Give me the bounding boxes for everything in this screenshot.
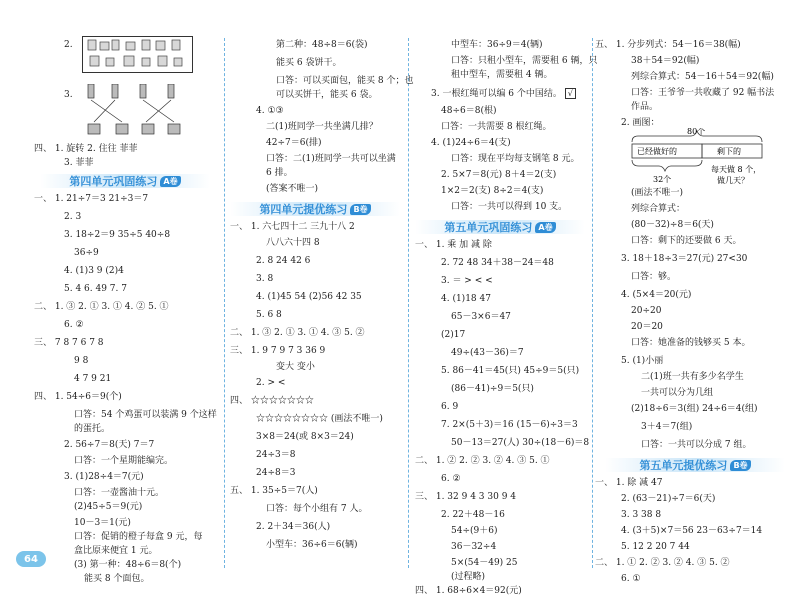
- answer-line: 四、 1. 54÷6＝9(个): [34, 392, 122, 402]
- answer-line: 65－3×6＝47: [451, 312, 511, 322]
- answer-line: 口答：现在平均每支钢笔 8 元。: [451, 154, 580, 164]
- answer-line: 三、 1. 9 7 9 7 3 36 9: [230, 346, 326, 356]
- answer-line: 54÷(9＋6): [451, 526, 498, 536]
- answer-line: 50－13＝27(人) 30÷(18－6)＝8: [451, 438, 590, 448]
- column-separator: [408, 38, 409, 568]
- section-heading: [415, 218, 585, 236]
- answer-line: 盒比原来便宜 1 元。: [74, 546, 158, 556]
- answer-line: 口答：剩下的还要做 6 天。: [631, 236, 742, 246]
- answer-line: 可以买饼干，能买 6 袋。: [276, 90, 378, 100]
- answer-column-4: [595, 36, 795, 584]
- diagram-note-1: 每天做 8 个，: [711, 165, 762, 174]
- answer-line: 口答：可以买面包，能买 8 个；也: [276, 76, 414, 86]
- section-heading: [40, 172, 210, 190]
- section-heading-badge: B卷: [350, 204, 370, 215]
- answer-line: 2. 8 24 42 6: [256, 256, 311, 266]
- answer-line: 列综合算式：: [631, 204, 686, 214]
- answer-line: 口答：54 个鸡蛋可以装满 9 个这样: [74, 410, 217, 420]
- page-number: 64: [16, 551, 46, 567]
- answer-line: 48÷6＝8(根): [441, 106, 497, 116]
- answer-line: 中型车：36÷9＝4(辆): [451, 40, 543, 50]
- answer-line: 五、 1. 分步列式：54－16＝38(幅): [595, 40, 741, 50]
- section-heading-title: 第四单元提优练习: [259, 203, 348, 216]
- answer-line: 24÷3＝8: [256, 450, 296, 460]
- answer-line: 2. 2＋34＝36(人): [256, 522, 331, 532]
- answer-line: 3×8＝24(或 8×3＝24): [256, 432, 354, 442]
- column-separator: [224, 38, 225, 568]
- answer-line: 4. (5×4＝20(元): [621, 290, 692, 300]
- line-diagram: [631, 128, 781, 186]
- answer-line: 10－3＝1(元): [74, 518, 131, 528]
- section-heading-title: 第五单元巩固练习: [444, 221, 533, 234]
- section-heading-badge: A卷: [160, 176, 180, 187]
- answer-line: 5. (1)小丽: [621, 356, 664, 366]
- answer-column-3: [415, 36, 598, 596]
- answer-line: 一、 1. 除 减 47: [595, 478, 663, 488]
- answer-line: 5. 86－41＝45(只) 45÷9＝5(只): [441, 366, 580, 376]
- answer-line: 36÷9: [74, 248, 99, 258]
- section-heading: [605, 456, 785, 474]
- answer-line: 24÷8＝3: [256, 468, 296, 478]
- answer-line: 4. (1)3 9 (2)4: [64, 266, 124, 276]
- answer-line: 一、 1. 六七四十二 三九十八 2: [230, 222, 355, 232]
- answer-line: 5×(54－49) 25: [451, 558, 518, 568]
- answer-line: 4 7 9 21: [74, 374, 112, 384]
- answer-line: 四、 ☆☆☆☆☆☆☆: [230, 396, 314, 406]
- answer-line: 3. 3 38 8: [621, 510, 662, 520]
- answer-line: 6. ②: [441, 474, 461, 484]
- answer-line: 3＋4＝7(组): [641, 422, 693, 432]
- diagram-right-box-label: 剩下的: [717, 147, 741, 156]
- answer-line: 3. 18＋18÷3＝27(元) 27<30: [621, 254, 748, 264]
- answer-line: 变大 变小: [276, 362, 315, 372]
- answer-line: 口答：王爷爷一共收藏了 92 幅书法: [631, 88, 775, 98]
- answer-line: 3. 8: [256, 274, 274, 284]
- answer-line: 三、 7 8 7 6 7 8: [34, 338, 104, 348]
- toy-pictures: [82, 84, 202, 136]
- question-3-number: 3.: [64, 90, 73, 100]
- answer-line: 口答：一壶酱油十元。: [74, 488, 165, 498]
- answer-line: [431, 88, 576, 100]
- answer-line: 口答：只租小型车，需要租 6 辆，只: [451, 56, 598, 66]
- answer-line: 6. ①: [621, 574, 641, 584]
- answer-line: 3. (1)28÷4＝7(元): [64, 472, 144, 482]
- answer-text: 3. 一根红绳可以编 6 个中国结。: [431, 89, 562, 99]
- answer-line: 4. (1)45 54 (2)56 42 35: [256, 292, 362, 302]
- answer-column-1: [30, 36, 220, 584]
- section-heading-title: 第五单元提优练习: [639, 459, 728, 472]
- answer-line: 口答：她准备的钱够买 5 本。: [631, 338, 751, 348]
- answer-column-2: [230, 36, 414, 568]
- answer-line: 20÷20: [631, 306, 662, 316]
- answer-line: 的蛋托。: [74, 424, 111, 434]
- answer-line: 租中型车，需要租 4 辆。: [451, 70, 553, 80]
- check-box-icon: √: [565, 88, 576, 99]
- answer-line: 3. 18÷2＝9 35÷5 40÷8: [64, 230, 171, 240]
- answer-line: 2. 72 48 34＋38－24＝48: [441, 258, 554, 268]
- answer-line: 第二种：48÷8＝6(袋): [276, 40, 368, 50]
- answer-line: 6 排。: [266, 168, 293, 178]
- answer-line: (80－32)÷8＝6(天): [631, 220, 714, 230]
- answer-line: (86－41)÷9＝5(只): [451, 384, 534, 394]
- answer-line: (2)17: [441, 330, 466, 340]
- answer-line: 2. 画图：: [621, 118, 660, 128]
- answer-line: (过程略): [451, 572, 486, 582]
- answer-line: 2. 5×7＝8(元) 8＋4＝2(支): [441, 170, 557, 180]
- column-separator: [592, 38, 593, 568]
- answer-line: 3. 菲菲: [64, 158, 94, 168]
- answer-line: 49÷(43－36)＝7: [451, 348, 524, 358]
- answer-line: (画法不唯一): [631, 188, 684, 198]
- answer-line: 36－32÷4: [451, 542, 497, 552]
- diagram-total-label: 80个: [687, 128, 706, 136]
- answer-line: 二(1)班同学一共坐满几排？: [266, 122, 378, 132]
- section-heading-title: 第四单元巩固练习: [69, 175, 158, 188]
- section-heading-badge: A卷: [535, 222, 555, 233]
- answer-line: 口答：二(1)班同学一共可以坐满: [266, 154, 396, 164]
- answer-line: 列综合算式：54－16＋54＝92(幅): [631, 72, 774, 82]
- answer-line: 口答：每个小组有 7 人。: [266, 504, 368, 514]
- answer-line: 口答：一个星期能编完。: [74, 456, 174, 466]
- answer-line: 38＋54＝92(幅): [631, 56, 700, 66]
- answer-line: 一、 1. 乘 加 减 除: [415, 240, 492, 250]
- answer-line: 八八六十四 8: [266, 238, 320, 248]
- answer-line: 4. (1)18 47: [441, 294, 491, 304]
- answer-line: 6. 9: [441, 402, 459, 412]
- answer-line: 一共可以分为几组: [641, 388, 714, 398]
- answer-line: 20＝20: [631, 322, 663, 332]
- answer-line: 2. (63－21)÷7＝6(天): [621, 494, 716, 504]
- answer-line: 二、 1. ③ 2. ① 3. ① 4. ③ 5. ②: [230, 328, 365, 338]
- answer-line: 5. 6 8: [256, 310, 282, 320]
- answer-line: 二、 1. ② 2. ② 3. ② 4. ③ 5. ①: [415, 456, 550, 466]
- answer-line: 2. 22＋48－16: [441, 510, 505, 520]
- answer-line: 4. ①③: [256, 106, 284, 116]
- diagram-note-2: 做几天？: [717, 176, 749, 185]
- answer-line: 3. ＝ > < <: [441, 276, 493, 286]
- answer-line: 1×2＝2(支) 8÷2＝4(支): [441, 186, 544, 196]
- answer-line: 5. 4 6. 49 7. 7: [64, 284, 127, 294]
- answer-line: 三、 1. 32 9 4 3 30 9 4: [415, 492, 517, 502]
- answer-line: 作品。: [631, 102, 659, 112]
- answer-line: 4. (3＋5)×7＝56 23－63÷7＝14: [621, 526, 763, 536]
- answer-line: 4. (1)24÷6＝4(支): [431, 138, 511, 148]
- diagram-left-box-label: 已经做好的: [637, 147, 677, 156]
- answer-line: 四、 1. 旋转 2. 住往 菲菲: [34, 144, 138, 154]
- answer-line: ☆☆☆☆☆☆☆☆ (画法不唯一): [256, 414, 383, 424]
- answer-line: 一、 1. 21÷7＝3 21÷3＝7: [34, 194, 149, 204]
- answer-line: 五、 1. 35÷5＝7(人): [230, 486, 318, 496]
- answer-line: 2. 3: [64, 212, 82, 222]
- question-2-number: 2.: [64, 40, 73, 50]
- answer-line: 5. 12 2 20 7 44: [621, 542, 690, 552]
- answer-line: 小型车：36÷6＝6(辆): [266, 540, 358, 550]
- answer-line: 能买 6 袋饼干。: [276, 58, 342, 68]
- answer-line: 9 8: [74, 356, 89, 366]
- animal-pictures: [82, 36, 202, 74]
- answer-line: 7. 2×(5＋3)＝16 (15－6)÷3＝3: [441, 420, 578, 430]
- answer-line: 二(1)班一共有多少名学生: [641, 372, 744, 382]
- answer-line: 二、 1. ③ 2. ① 3. ① 4. ② 5. ①: [34, 302, 169, 312]
- answer-line: 二、 1. ① 2. ② 3. ② 4. ③ 5. ②: [595, 558, 730, 568]
- answer-line: 四、 1. 68÷6×4＝92(元): [415, 586, 522, 596]
- section-heading: [230, 200, 400, 218]
- answer-line: (2)18÷6＝3(组) 24÷6＝4(组): [631, 404, 758, 414]
- answer-line: 能买 8 个面包。: [84, 574, 150, 584]
- diagram-brace-label: 32个: [653, 175, 672, 184]
- answer-line: 42÷7＝6(排): [266, 138, 322, 148]
- answer-line: 2. > <: [256, 378, 286, 388]
- answer-line: (2)45÷5＝9(元): [74, 502, 143, 512]
- answer-line: 口答：一共可以得到 10 支。: [451, 202, 568, 212]
- answer-line: 口答：促销的橙子每盒 9 元，每: [74, 532, 203, 542]
- section-heading-badge: B卷: [730, 460, 750, 471]
- answer-line: 口答：一共可以分成 7 组。: [641, 440, 752, 450]
- answer-line: (答案不唯一): [266, 184, 319, 194]
- answer-line: 口答：够。: [631, 272, 677, 282]
- answer-line: 6. ②: [64, 320, 84, 330]
- answer-line: (3) 第一种：48÷6＝8(个): [74, 560, 182, 570]
- answer-line: 口答：一共需要 8 根红绳。: [441, 122, 552, 132]
- answer-line: 2. 56÷7＝8(天) 7＝7: [64, 440, 155, 450]
